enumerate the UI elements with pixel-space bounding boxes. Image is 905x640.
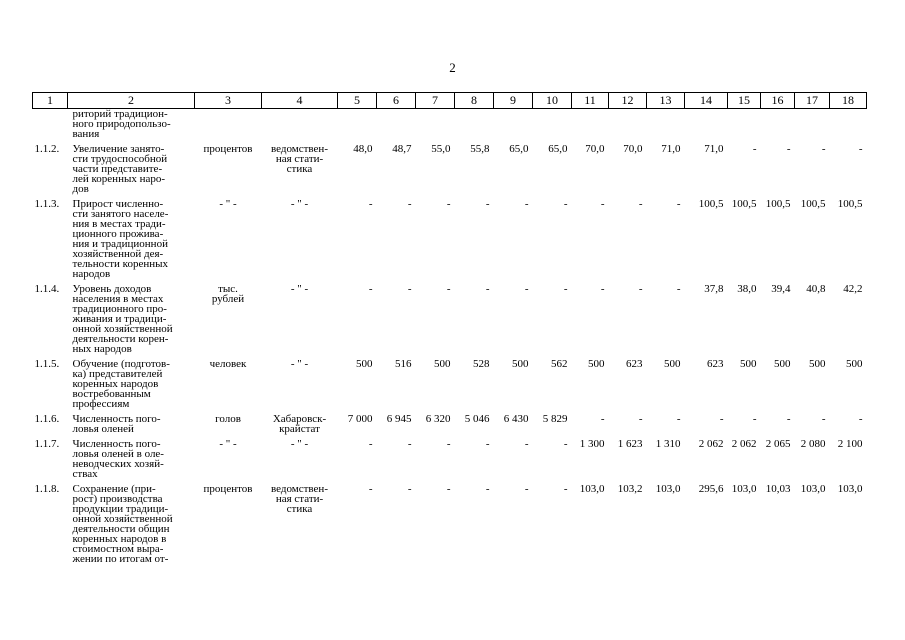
value-cell: - [563,483,568,495]
value-cell: 100,5 [765,198,791,210]
unit-cell: процентов [203,483,253,495]
value-cell: - [600,413,605,425]
indicator-name: риторий традицион- ного природопользо- вания [72,108,171,140]
value-cell: - [368,283,373,295]
value-cell: 500 [512,358,529,370]
value-cell: 103,0 [731,483,757,495]
value-cell: - [786,143,791,155]
unit-cell: тыс. рублей [211,283,245,305]
value-cell: - [563,198,568,210]
value-cell [761,109,795,142]
value-cell: - [485,198,490,210]
value-cell [728,109,761,142]
indicator-name: Численность пого- ловья оленей в оле- неводческих хозяй- ствах [72,438,164,480]
value-cell [685,109,728,142]
value-cell: - [368,483,373,495]
column-header: 2 [68,93,195,109]
value-cell: - [407,483,412,495]
value-cell: - [676,198,681,210]
column-header: 7 [416,93,455,109]
value-cell: 6 945 [386,413,412,425]
value-cell: - [407,438,412,450]
indicator-name: Увеличение занято- сти трудоспособной части представите- лей коренных наро- дов [72,143,168,195]
value-cell: 500 [740,358,757,370]
value-cell: - [858,413,863,425]
value-cell: 55,8 [470,143,490,155]
value-cell [338,109,377,142]
value-cell: 1 623 [617,438,643,450]
value-cell: 5 829 [542,413,568,425]
value-cell: - [446,438,451,450]
value-cell: 103,0 [800,483,826,495]
value-cell: - [524,438,529,450]
page-number: 2 [449,60,456,75]
value-cell: 2 062 [698,438,724,450]
value-cell: 48,7 [392,143,412,155]
value-cell: 38,0 [737,283,757,295]
value-cell: 2 080 [800,438,826,450]
unit-cell: голов [215,413,241,425]
value-cell: - [407,198,412,210]
value-cell: 6 320 [425,413,451,425]
value-cell: 71,0 [704,143,724,155]
row-number: 1.1.5. [34,358,60,370]
value-cell [795,109,830,142]
value-cell: - [485,283,490,295]
value-cell: 48,0 [353,143,373,155]
column-header: 14 [685,93,728,109]
source-cell: ведомствен- ная стати- стика [271,483,328,515]
column-header: 17 [795,93,830,109]
value-cell [609,109,647,142]
value-cell: 500 [356,358,373,370]
column-header: 9 [494,93,533,109]
value-cell: - [752,143,757,155]
value-cell: 65,0 [548,143,568,155]
value-cell: - [368,198,373,210]
value-cell [572,109,609,142]
indicator-name: Сохранение (при- рост) производства продукции традици- онной хозяйственной деятельности общин коренных народов в стоимостном выра- жении по итогам от- [72,483,173,565]
row-number: 1.1.2. [34,143,60,155]
source-cell: ведомствен- ная стати- стика [271,143,328,175]
value-cell: 42,2 [843,283,863,295]
value-cell: - [786,413,791,425]
value-cell: 5 046 [464,413,490,425]
indicators-table [32,92,867,566]
indicator-name: Обучение (подготов- ка) представителей коренных народов востребованным профессиям [72,358,170,410]
column-header: 13 [647,93,685,109]
value-cell: 623 [626,358,643,370]
value-cell: - [446,283,451,295]
table-row [33,411,867,436]
value-cell: 500 [588,358,605,370]
value-cell: - [752,413,757,425]
column-header: 5 [338,93,377,109]
value-cell: 6 430 [503,413,529,425]
row-number: 1.1.7. [34,438,60,450]
value-cell: - [638,413,643,425]
value-cell: 100,5 [698,198,724,210]
unit-cell: человек [209,358,247,370]
value-cell: - [524,483,529,495]
value-cell: - [446,198,451,210]
unit-cell: - " - [219,438,237,450]
value-cell: 39,4 [771,283,791,295]
value-cell [533,109,572,142]
value-cell: 55,0 [431,143,451,155]
value-cell: 295,6 [698,483,724,495]
value-cell: 70,0 [623,143,643,155]
value-cell: 103,2 [617,483,643,495]
value-cell: 1 310 [655,438,681,450]
value-cell: 103,0 [579,483,605,495]
column-header: 11 [572,93,609,109]
column-header: 16 [761,93,795,109]
row-number [33,109,68,142]
value-cell [416,109,455,142]
table-row [33,481,867,566]
row-number: 1.1.4. [34,283,60,295]
value-cell: 2 062 [731,438,757,450]
value-cell: 100,5 [800,198,826,210]
column-header: 4 [262,93,338,109]
unit-cell: процентов [203,143,253,155]
column-header: 1 [33,93,68,109]
row-number: 1.1.6. [34,413,60,425]
value-cell: 100,5 [837,198,863,210]
value-cell: 71,0 [661,143,681,155]
value-cell: 70,0 [585,143,605,155]
source-cell: - " - [290,283,309,295]
header-row [33,93,867,109]
value-cell: 528 [473,358,490,370]
value-cell [455,109,494,142]
table-row [33,356,867,411]
value-cell: 500 [434,358,451,370]
value-cell: 500 [809,358,826,370]
value-cell: 500 [774,358,791,370]
source-cell [262,109,338,142]
value-cell: - [600,198,605,210]
value-cell: - [858,143,863,155]
value-cell: - [368,438,373,450]
table-row [33,141,867,196]
column-header: 18 [830,93,867,109]
column-header: 6 [377,93,416,109]
indicator-name: Уровень доходов населения в местах традиционного про- живания и традици- онной хозяйственной деятельности корен- ных народов [72,283,173,355]
value-cell: - [638,198,643,210]
value-cell: 2 100 [837,438,863,450]
value-cell: 40,8 [806,283,826,295]
value-cell: 516 [395,358,412,370]
column-header: 12 [609,93,647,109]
table-row [33,436,867,481]
value-cell: 500 [664,358,681,370]
value-cell: - [821,143,826,155]
value-cell: 7 000 [347,413,373,425]
value-cell: 1 300 [579,438,605,450]
source-cell: - " - [290,198,309,210]
table-row [33,109,867,142]
value-cell: - [407,283,412,295]
value-cell: - [600,283,605,295]
value-cell: 10,03 [765,483,791,495]
column-header: 3 [195,93,262,109]
source-cell: Хабаровск- крайстат [272,413,327,435]
row-number: 1.1.8. [34,483,60,495]
value-cell: 65,0 [509,143,529,155]
value-cell: 103,0 [837,483,863,495]
value-cell: 623 [707,358,724,370]
value-cell: - [676,413,681,425]
indicator-name: Численность пого- ловья оленей [72,413,161,435]
value-cell [647,109,685,142]
value-cell: 100,5 [731,198,757,210]
column-header: 8 [455,93,494,109]
value-cell: 2 065 [765,438,791,450]
row-number: 1.1.3. [34,198,60,210]
column-header: 15 [728,93,761,109]
value-cell: - [485,483,490,495]
value-cell: - [638,283,643,295]
table-row [33,196,867,281]
value-cell: - [485,438,490,450]
value-cell: 562 [551,358,568,370]
column-header: 10 [533,93,572,109]
table-row [33,281,867,356]
value-cell: - [563,438,568,450]
indicator-name: Прирост численно- сти занятого населе- ния в местах тради- ционного прожива- ния и традиционной хозяйственной дея- тельности коренных народов [72,198,169,280]
value-cell: - [563,283,568,295]
value-cell [830,109,867,142]
value-cell: - [446,483,451,495]
value-cell: 37,8 [704,283,724,295]
unit-cell [195,109,262,142]
value-cell [494,109,533,142]
value-cell: - [821,413,826,425]
value-cell [377,109,416,142]
value-cell: - [719,413,724,425]
unit-cell: - " - [219,198,237,210]
source-cell: - " - [290,358,309,370]
value-cell: 103,0 [655,483,681,495]
value-cell: - [524,283,529,295]
value-cell: 500 [846,358,863,370]
value-cell: - [676,283,681,295]
source-cell: - " - [290,438,309,450]
value-cell: - [524,198,529,210]
